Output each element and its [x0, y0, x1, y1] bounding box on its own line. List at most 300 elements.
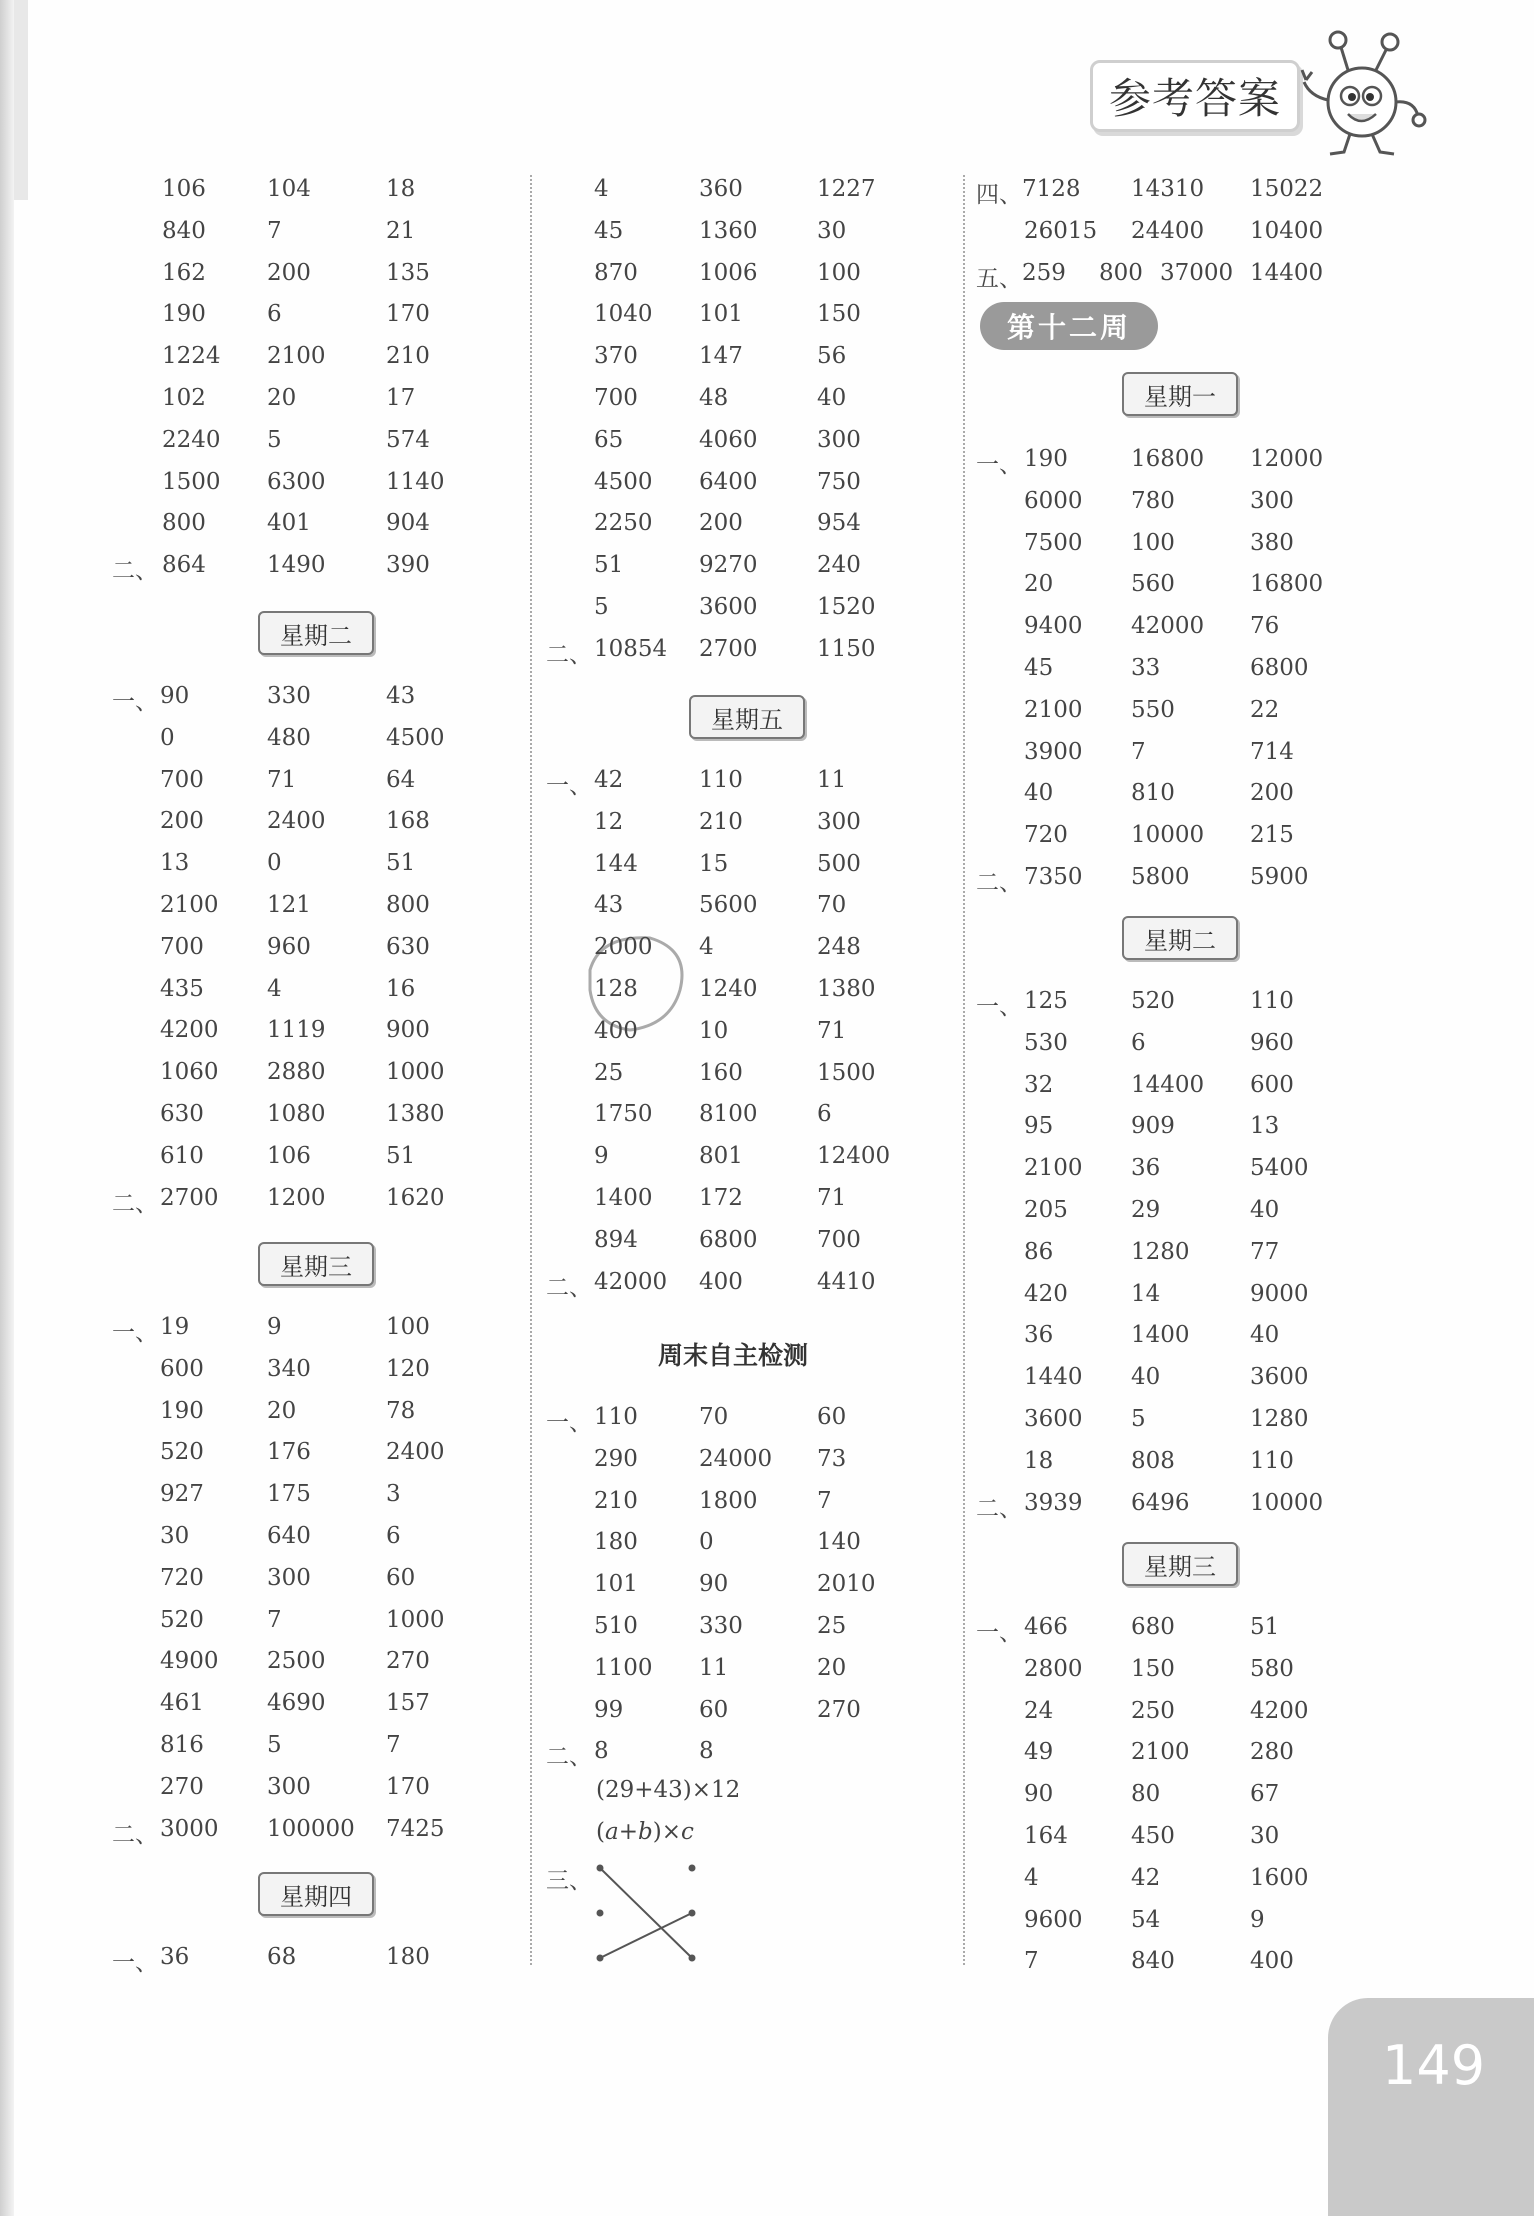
expr-var-b: b	[637, 1819, 653, 1845]
answer-value: 700	[594, 385, 638, 411]
answer-value: 1500	[817, 1059, 876, 1086]
answer-value: 90	[1024, 1781, 1054, 1808]
answer-value: 2100	[1024, 1155, 1083, 1182]
answer-value: 714	[1250, 738, 1294, 765]
week-label: 第十二周	[980, 302, 1158, 350]
answer-value: 480	[267, 724, 311, 751]
answer-value: 4	[267, 975, 282, 1002]
answer-value: 42	[1131, 1864, 1161, 1891]
row-label: 二、	[976, 1495, 1022, 1522]
answer-value: 7128	[1022, 176, 1081, 202]
answer-value: 270	[160, 1773, 204, 1800]
answer-value: 110	[1250, 988, 1294, 1014]
answer-value: 40	[1131, 1364, 1161, 1391]
answer-value: 40	[817, 385, 847, 411]
answer-value: 180	[386, 1944, 430, 1970]
answer-value: 14	[1131, 1280, 1161, 1307]
page-number-tab	[1328, 1998, 1534, 2216]
answer-value: 2000	[594, 934, 653, 961]
expression-2	[596, 1819, 694, 1845]
answer-value: 200	[160, 808, 204, 835]
answer-value: 750	[817, 468, 861, 495]
answer-value: 816	[160, 1732, 204, 1758]
answer-value: 1380	[817, 976, 876, 1002]
answer-value: 18	[386, 176, 416, 202]
answer-value: 144	[594, 850, 638, 877]
answer-value: 176	[267, 1439, 311, 1466]
answer-value: 8	[699, 1738, 714, 1765]
answer-value: 9400	[1024, 613, 1083, 640]
answer-value: 5	[1131, 1406, 1146, 1432]
answer-value: 2400	[267, 808, 326, 835]
row-label: 一、	[112, 1950, 158, 1976]
answer-value: 7425	[386, 1815, 445, 1842]
answer-value: 1040	[594, 301, 653, 328]
answer-value: 24	[1024, 1697, 1054, 1724]
answer-value: 2240	[162, 426, 221, 453]
column-divider	[963, 175, 965, 1965]
answer-value: 4500	[386, 724, 445, 751]
answer-value: 99	[594, 1696, 624, 1723]
answer-value: 9	[594, 1143, 609, 1170]
answer-value: 9600	[1024, 1906, 1083, 1933]
answer-value: 200	[1250, 780, 1294, 807]
answer-value: 121	[267, 892, 311, 918]
answer-value: 71	[817, 1017, 847, 1044]
answer-value: 16	[386, 975, 416, 1002]
answer-value: 70	[817, 892, 847, 919]
answer-value: 32	[1024, 1071, 1054, 1098]
answer-value: 1400	[594, 1185, 653, 1211]
answer-value: 190	[162, 301, 206, 328]
answer-value: 135	[386, 259, 430, 286]
answer-value: 110	[594, 1404, 638, 1430]
answer-value: 7	[386, 1732, 401, 1758]
answer-value: 106	[267, 1142, 311, 1169]
answer-value: 17	[386, 385, 416, 411]
answer-value: 71	[267, 766, 297, 793]
answer-value: 520	[160, 1606, 204, 1633]
row-label: 一、	[546, 1410, 592, 1436]
answer-value: 6300	[267, 468, 326, 495]
answer-value: 1224	[162, 343, 221, 370]
answer-value: 2400	[386, 1439, 445, 1466]
answer-value: 210	[699, 808, 743, 835]
answer-value: 1227	[817, 176, 876, 202]
answer-value: 25	[594, 1059, 624, 1086]
answer-value: 7	[1131, 738, 1146, 765]
answer-value: 14400	[1250, 260, 1324, 286]
answer-value: 1000	[386, 1606, 445, 1633]
answer-value: 40	[1024, 780, 1054, 807]
answer-value: 78	[386, 1397, 416, 1424]
answer-value: 300	[267, 1773, 311, 1800]
answer-value: 16800	[1250, 571, 1324, 598]
row-label: 二、	[112, 1821, 158, 1848]
answer-value: 560	[1131, 571, 1175, 598]
answer-value: 520	[1131, 988, 1175, 1014]
answer-value: 4900	[160, 1648, 219, 1675]
day-heading: 星期三	[1122, 1542, 1238, 1586]
answer-value: 86	[1024, 1238, 1054, 1265]
expression-1: (29+43)×12	[596, 1777, 741, 1803]
answer-value: 90	[699, 1571, 729, 1598]
answer-value: 40	[1250, 1322, 1280, 1349]
answer-value: 909	[1131, 1113, 1175, 1140]
answer-value: 450	[1131, 1823, 1175, 1849]
answer-value: 110	[699, 767, 743, 793]
answer-value: 10	[699, 1017, 729, 1044]
answer-value: 164	[1024, 1823, 1068, 1849]
answer-value: 1119	[267, 1017, 326, 1044]
answer-value: 300	[1250, 487, 1294, 514]
answer-value: 1500	[162, 468, 221, 495]
day-heading: 星期一	[1122, 372, 1238, 416]
answer-value: 36	[1131, 1155, 1161, 1182]
answer-value: 1800	[699, 1487, 758, 1514]
answer-value: 157	[386, 1690, 430, 1717]
answer-value: 104	[267, 176, 311, 202]
answer-value: 6	[817, 1101, 832, 1128]
answer-value: 550	[1131, 696, 1175, 723]
row-label: 四、	[976, 182, 1022, 208]
answer-value: 270	[817, 1696, 861, 1723]
answer-value: 7	[1024, 1948, 1039, 1975]
answer-value: 60	[699, 1696, 729, 1723]
answer-value: 190	[160, 1397, 204, 1424]
answer-value: 56	[817, 343, 847, 370]
answer-value: 2800	[1024, 1655, 1083, 1682]
answer-value: 300	[267, 1564, 311, 1591]
answer-value: 420	[1024, 1280, 1068, 1307]
answer-value: 510	[594, 1613, 638, 1639]
answer-value: 180	[594, 1529, 638, 1556]
answer-value: 2100	[1131, 1739, 1190, 1766]
answer-value: 2500	[267, 1648, 326, 1675]
expr-plus: +	[618, 1819, 638, 1845]
row-label: 一、	[976, 1620, 1022, 1646]
answer-value: 30	[1250, 1823, 1280, 1849]
answer-value: 2700	[699, 635, 758, 662]
answer-value: 1440	[1024, 1364, 1083, 1391]
answer-value: 808	[1131, 1447, 1175, 1474]
answer-value: 100	[386, 1314, 430, 1340]
answer-value: 102	[162, 385, 206, 411]
answer-value: 3900	[1024, 738, 1083, 765]
answer-value: 4410	[817, 1268, 876, 1295]
answer-value: 170	[386, 301, 430, 328]
answer-value: 76	[1250, 613, 1280, 640]
answer-value: 106	[162, 176, 206, 202]
answer-value: 5800	[1131, 864, 1190, 890]
row-label: 二、	[112, 558, 158, 585]
answer-value: 215	[1250, 822, 1294, 849]
row-label: 二、	[976, 870, 1022, 896]
answer-value: 520	[160, 1439, 204, 1466]
answer-value: 380	[1250, 529, 1294, 556]
answer-value: 3000	[160, 1815, 219, 1842]
answer-value: 1060	[160, 1059, 219, 1086]
row-label: 一、	[976, 994, 1022, 1020]
answer-value: 300	[817, 808, 861, 835]
answer-value: 600	[160, 1355, 204, 1382]
answer-value: 0	[267, 850, 282, 877]
answer-value: 1080	[267, 1101, 326, 1127]
answer-value: 2100	[1024, 696, 1083, 723]
answer-value: 24000	[699, 1445, 773, 1472]
answer-value: 60	[817, 1404, 847, 1430]
row-label: 一、	[112, 689, 158, 715]
answer-value: 4060	[699, 426, 758, 453]
answer-value: 160	[699, 1059, 743, 1086]
answer-value: 640	[267, 1523, 311, 1549]
answer-value: 14400	[1131, 1071, 1205, 1098]
day-heading: 星期二	[258, 611, 374, 655]
answer-value: 435	[160, 975, 204, 1002]
answer-value: 2880	[267, 1059, 326, 1086]
answer-value: 390	[386, 552, 430, 579]
answer-value: 40	[1250, 1197, 1280, 1223]
answer-value: 12000	[1250, 446, 1324, 472]
answer-value: 140	[817, 1529, 861, 1556]
answer-value: 45	[594, 217, 624, 244]
answer-value: 259	[1022, 260, 1066, 286]
answer-value: 800	[386, 892, 430, 918]
answer-value: 77	[1250, 1238, 1280, 1265]
day-heading: 星期五	[689, 695, 805, 739]
answer-value: 51	[594, 552, 624, 579]
column-divider	[530, 175, 532, 1965]
answer-value: 340	[267, 1355, 311, 1382]
answer-value: 7350	[1024, 864, 1083, 890]
answer-value: 500	[817, 850, 861, 877]
answer-value: 65	[594, 426, 624, 453]
answer-value: 5600	[699, 892, 758, 919]
answer-value: 68	[267, 1944, 297, 1970]
answer-value: 11	[817, 767, 847, 793]
day-heading: 星期二	[1122, 916, 1238, 960]
answer-value: 6000	[1024, 487, 1083, 514]
answer-value: 461	[160, 1690, 204, 1717]
answer-value: 6	[267, 301, 282, 328]
day-heading: 星期三	[258, 1242, 374, 1286]
answer-value: 20	[267, 385, 297, 411]
answer-value: 330	[699, 1613, 743, 1639]
answer-value: 45	[1024, 655, 1054, 681]
answer-value: 1380	[386, 1101, 445, 1127]
answer-value: 7500	[1024, 529, 1083, 556]
answer-value: 1240	[699, 976, 758, 1002]
answer-value: 360	[699, 176, 743, 202]
answer-value: 530	[1024, 1029, 1068, 1056]
answer-value: 33	[1131, 655, 1161, 681]
answer-value: 780	[1131, 487, 1175, 514]
answer-value: 190	[1024, 446, 1068, 472]
answer-value: 101	[699, 301, 743, 328]
answer-value: 3939	[1024, 1489, 1083, 1516]
answer-value: 7	[267, 217, 282, 244]
answer-value: 48	[699, 385, 729, 411]
answer-value: 1490	[267, 552, 326, 579]
answer-value: 14310	[1131, 176, 1205, 202]
answer-value: 5900	[1250, 864, 1309, 890]
answer-value: 4	[594, 176, 609, 202]
answer-value: 71	[817, 1185, 847, 1211]
answer-value: 170	[386, 1773, 430, 1800]
answer-value: 330	[267, 683, 311, 709]
answer-value: 172	[699, 1185, 743, 1211]
page-edge	[0, 0, 14, 2216]
expr-times: )×	[652, 1819, 681, 1845]
answer-value: 300	[817, 426, 861, 453]
answer-value: 147	[699, 343, 743, 370]
answer-value: 1520	[817, 594, 876, 620]
answer-value: 22	[1250, 696, 1280, 723]
answer-value: 30	[817, 217, 847, 244]
answer-value: 4	[1024, 1864, 1039, 1891]
answer-value: 400	[699, 1268, 743, 1295]
answer-value: 610	[160, 1142, 204, 1169]
mascot-icon	[1300, 30, 1430, 160]
day-heading: 星期四	[258, 1872, 374, 1916]
answer-value: 927	[160, 1481, 204, 1508]
answer-value: 7	[267, 1606, 282, 1633]
answer-value: 466	[1024, 1614, 1068, 1640]
matching-lines-diagram	[590, 1858, 700, 1968]
answer-value: 168	[386, 808, 430, 835]
answer-value: 10000	[1131, 822, 1205, 849]
answer-value: 36	[160, 1944, 190, 1970]
answer-value: 42000	[594, 1268, 668, 1295]
answer-value: 9000	[1250, 1280, 1309, 1307]
row-label: 二、	[546, 1274, 592, 1301]
answer-value: 1100	[594, 1654, 653, 1681]
answer-value: 6	[1131, 1029, 1146, 1056]
answer-value: 7	[817, 1487, 832, 1514]
answer-value: 4200	[1250, 1697, 1309, 1724]
answer-value: 43	[386, 683, 416, 709]
answer-value: 400	[1250, 1948, 1294, 1975]
answer-value: 10854	[594, 635, 668, 662]
answer-value: 6800	[1250, 655, 1309, 681]
answer-value: 42	[594, 767, 624, 793]
answer-value: 801	[699, 1143, 743, 1170]
row-label: 一、	[112, 1320, 158, 1346]
answer-value: 26015	[1024, 218, 1098, 244]
answer-value: 700	[817, 1226, 861, 1253]
answer-value: 110	[1250, 1447, 1294, 1474]
section-3-label: 三、	[546, 1868, 592, 1894]
answer-value: 9	[267, 1314, 282, 1340]
answer-value: 20	[1024, 571, 1054, 598]
answer-value: 1006	[699, 259, 758, 286]
answer-value: 8100	[699, 1101, 758, 1128]
answer-value: 2700	[160, 1184, 219, 1211]
row-label: 一、	[976, 452, 1022, 478]
answer-value: 720	[1024, 822, 1068, 849]
answer-value: 800	[1099, 260, 1143, 286]
answer-value: 9270	[699, 552, 758, 579]
answer-value: 51	[1250, 1614, 1280, 1640]
answer-value: 205	[1024, 1197, 1068, 1223]
answer-value: 3600	[699, 594, 758, 620]
expr-paren: (	[596, 1819, 605, 1845]
answer-value: 11	[699, 1654, 729, 1681]
answer-value: 248	[817, 934, 861, 961]
answer-value: 960	[267, 933, 311, 960]
answer-value: 12400	[817, 1143, 891, 1170]
answer-value: 1400	[1131, 1322, 1190, 1349]
answer-value: 25	[817, 1613, 847, 1639]
answer-value: 954	[817, 510, 861, 537]
answer-value: 250	[1131, 1697, 1175, 1724]
answer-key-header	[1090, 60, 1300, 132]
row-label: 五、	[976, 266, 1022, 292]
answer-value: 240	[817, 552, 861, 579]
answer-value: 70	[699, 1404, 729, 1430]
answer-value: 280	[1250, 1739, 1294, 1766]
header-title: 参考答案	[1108, 74, 1281, 123]
answer-value: 3600	[1024, 1406, 1083, 1432]
answer-value: 6	[386, 1523, 401, 1549]
answer-value: 1750	[594, 1101, 653, 1128]
answer-value: 3600	[1250, 1364, 1309, 1391]
answer-value: 210	[386, 343, 430, 370]
answer-value: 12	[594, 808, 624, 835]
answer-value: 100	[1131, 529, 1175, 556]
answer-value: 101	[594, 1571, 638, 1598]
answer-value: 3	[386, 1481, 401, 1508]
answer-value: 1600	[1250, 1864, 1309, 1891]
answer-value: 30	[160, 1523, 190, 1549]
answer-value: 29	[1131, 1197, 1161, 1223]
answer-value: 574	[386, 426, 430, 453]
row-label: 二、	[546, 641, 592, 668]
answer-value: 49	[1024, 1739, 1054, 1766]
answer-value: 20	[817, 1654, 847, 1681]
answer-value: 864	[162, 552, 206, 579]
answer-value: 8	[594, 1738, 609, 1765]
answer-value: 95	[1024, 1113, 1054, 1140]
answer-value: 370	[594, 343, 638, 370]
answer-value: 0	[160, 724, 175, 751]
answer-value: 15022	[1250, 176, 1324, 202]
answer-value: 6496	[1131, 1489, 1190, 1516]
answer-value: 1620	[386, 1184, 445, 1211]
answer-value: 401	[267, 510, 311, 537]
answer-value: 120	[386, 1355, 430, 1382]
answer-value: 20	[267, 1397, 297, 1424]
answer-value: 200	[267, 259, 311, 286]
answer-value: 2010	[817, 1571, 876, 1598]
answer-value: 43	[594, 892, 624, 919]
answer-value: 894	[594, 1226, 638, 1253]
answer-value: 19	[160, 1314, 190, 1340]
answer-value: 16800	[1131, 446, 1205, 472]
answer-value: 630	[160, 1101, 204, 1127]
answer-value: 51	[386, 850, 416, 877]
row-label: 二、	[112, 1190, 158, 1217]
answer-value: 200	[699, 510, 743, 537]
answer-value: 5400	[1250, 1155, 1309, 1182]
weekend-test-title: 周末自主检测	[658, 1341, 809, 1370]
answer-value: 6800	[699, 1226, 758, 1253]
answer-value: 9	[1250, 1906, 1265, 1933]
answer-value: 870	[594, 259, 638, 286]
answer-value: 720	[160, 1564, 204, 1591]
answer-value: 125	[1024, 988, 1068, 1014]
answer-value: 4500	[594, 468, 653, 495]
